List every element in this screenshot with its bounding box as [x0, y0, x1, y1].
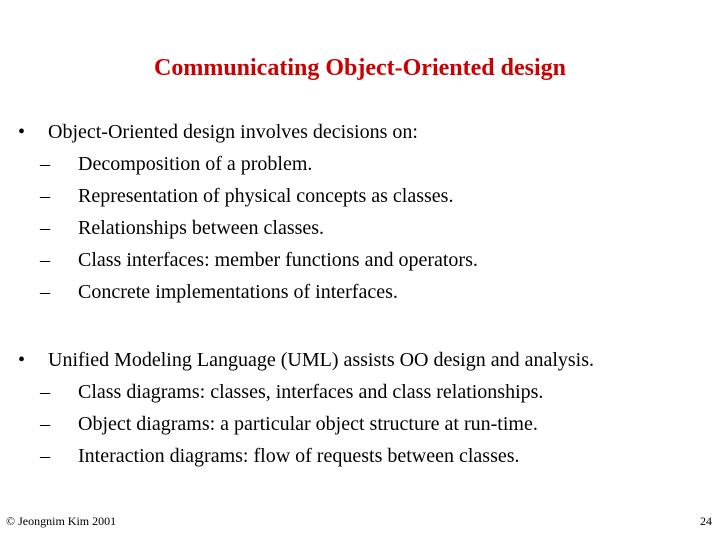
- dash-icon: –: [40, 217, 50, 239]
- sub-bullet-text: Object diagrams: a particular object structure at run-time.: [78, 413, 538, 435]
- bullet-icon: •: [18, 349, 26, 371]
- dash-icon: –: [40, 381, 50, 403]
- dash-icon: –: [40, 413, 50, 435]
- sub-bullet-text: Class diagrams: classes, interfaces and class relationships.: [78, 381, 544, 403]
- dash-icon: –: [40, 445, 50, 467]
- dash-icon: –: [40, 185, 50, 207]
- sub-bullet-text: Representation of physical concepts as classes.: [78, 185, 454, 207]
- bullet-oo-design: [18, 116, 478, 308]
- sub-bullet-text: Decomposition of a problem.: [78, 153, 313, 175]
- sub-bullet-list: [18, 148, 478, 308]
- sub-bullet-list: [18, 376, 594, 472]
- sub-bullet-text: Concrete implementations of interfaces.: [78, 281, 398, 303]
- bullet-text: Unified Modeling Language (UML) assists OO design and analysis.: [48, 349, 595, 371]
- sub-bullet: [18, 440, 594, 472]
- bullet-uml: [18, 344, 594, 472]
- sub-bullet: [18, 276, 478, 308]
- sub-bullet: [18, 180, 478, 212]
- page-number: 24: [700, 514, 712, 528]
- footer-copyright: © Jeongnim Kim 2001: [6, 514, 117, 528]
- sub-bullet: [18, 376, 594, 408]
- dash-icon: –: [40, 281, 50, 303]
- sub-bullet: [18, 244, 478, 276]
- sub-bullet-text: Interaction diagrams: flow of requests between classes.: [78, 445, 520, 467]
- sub-bullet: [18, 212, 478, 244]
- bullet-text: Object-Oriented design involves decisions on:: [48, 121, 418, 143]
- bullet-icon: •: [18, 121, 26, 143]
- sub-bullet: [18, 408, 594, 440]
- dash-icon: –: [40, 249, 50, 271]
- slide-title: Communicating Object-Oriented design: [154, 55, 566, 81]
- sub-bullet: [18, 148, 478, 180]
- dash-icon: –: [40, 153, 50, 175]
- sub-bullet-text: Relationships between classes.: [78, 217, 325, 239]
- sub-bullet-text: Class interfaces: member functions and operators.: [78, 249, 478, 271]
